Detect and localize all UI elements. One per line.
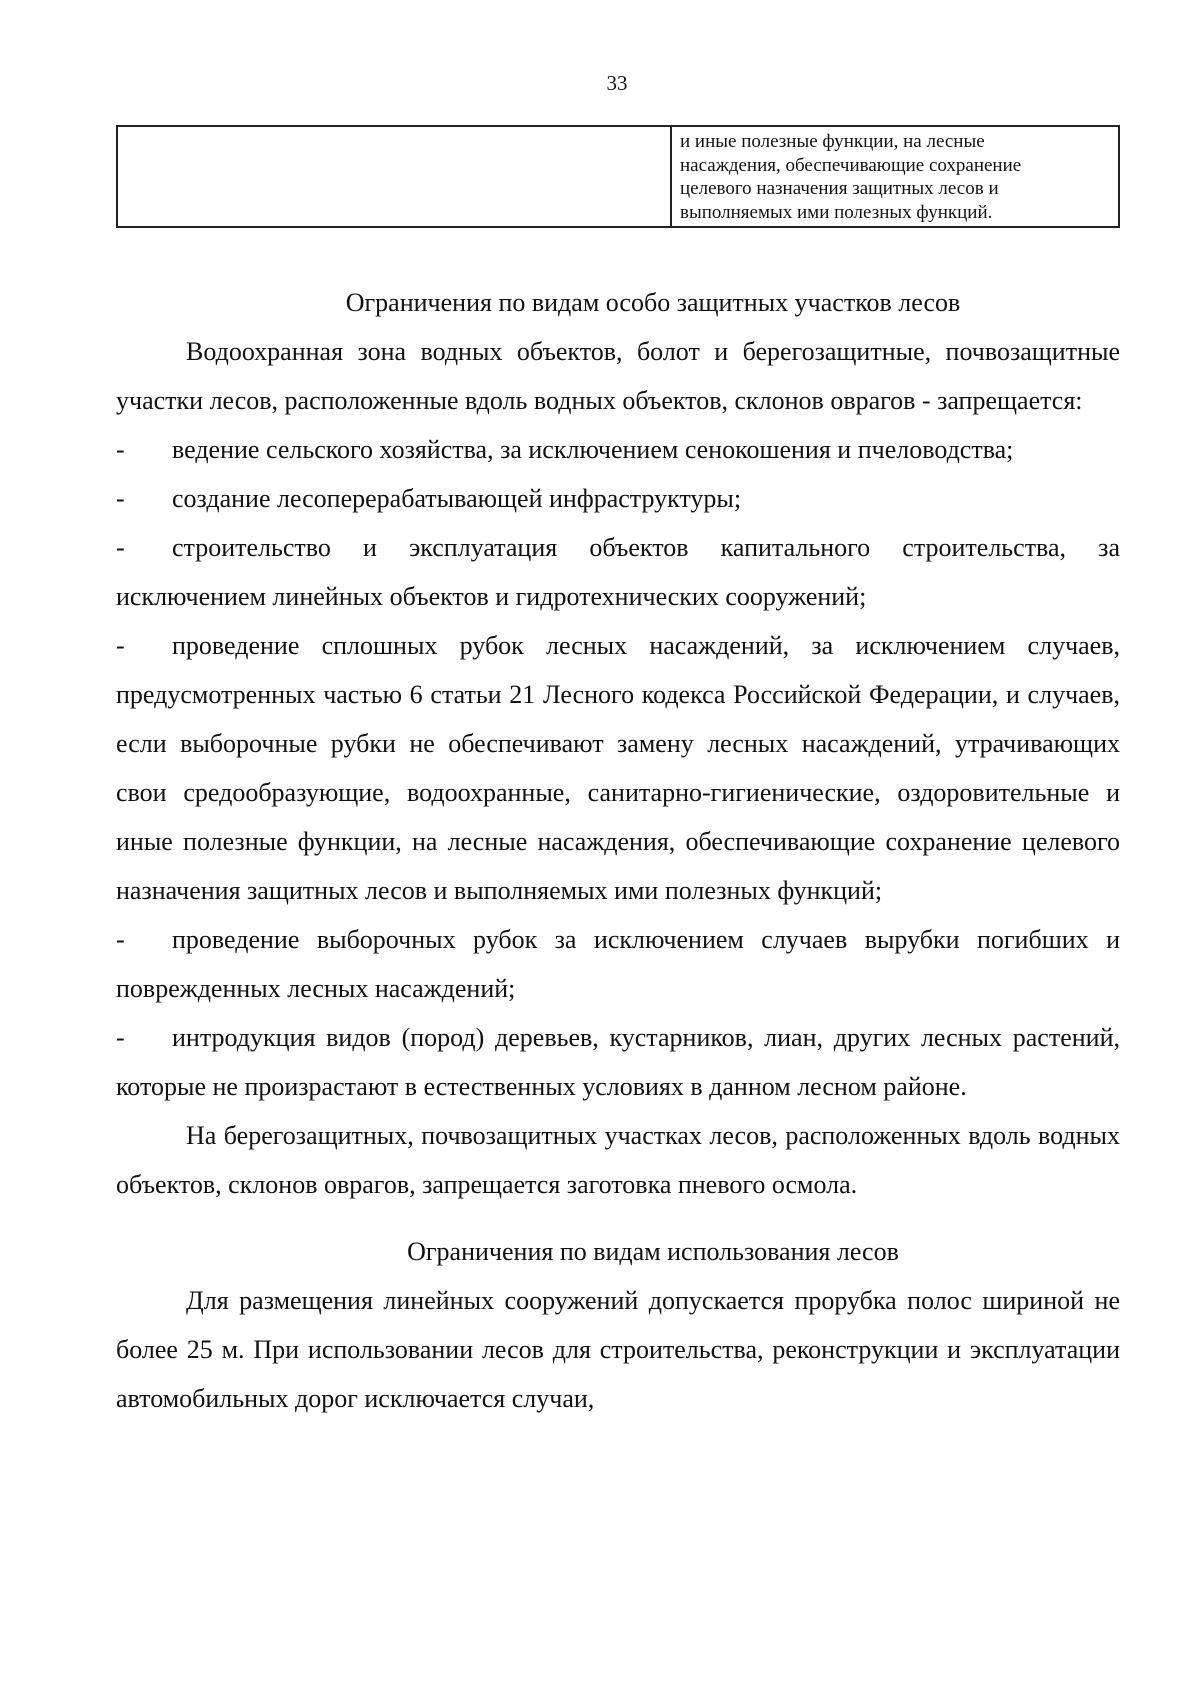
intro-paragraph: Водоохранная зона водных объектов, болот и берегозащитные, почвозащитные участки лесов, расположенные вдоль водных объектов, склонов оврагов - запрещается: bbox=[116, 337, 1120, 415]
table-cell-line: целевого назначения защитных лесов и bbox=[680, 178, 999, 199]
document-body bbox=[116, 278, 1120, 1423]
table-cell-line: и иные полезные функции, на лесные bbox=[680, 131, 985, 152]
list-item bbox=[116, 915, 1120, 1013]
list-item-text: интродукция видов (пород) деревьев, кустарников, лиан, других лесных растений, которые не произрастают в естественных условиях в данном лесном районе. bbox=[116, 1023, 1120, 1101]
list-dash: - bbox=[116, 631, 125, 660]
page-number: 33 bbox=[606, 71, 628, 95]
list-item bbox=[116, 621, 1120, 915]
section-heading: Ограничения по видам использования лесов bbox=[407, 1237, 899, 1266]
list-dash: - bbox=[116, 435, 125, 464]
section-heading: Ограничения по видам особо защитных участков лесов bbox=[345, 288, 961, 317]
list-dash: - bbox=[116, 533, 125, 562]
body-paragraph: Для размещения линейных сооружений допускается прорубка полос шириной не более 25 м. При использовании лесов для строительства, реконструкции и эксплуатации автомобильных дорог исключается случаи, bbox=[116, 1286, 1120, 1413]
table-cell-empty bbox=[118, 127, 672, 226]
list-item-text: проведение выборочных рубок за исключением случаев вырубки погибших и поврежденных лесных насаждений; bbox=[116, 925, 1120, 1003]
list-item-text: проведение сплошных рубок лесных насаждений, за исключением случаев, предусмотренных частью 6 статьи 21 Лесного кодекса Российской Федерации, и случаев, если выборочные рубки не обеспечивают замену лесных насаждений, утрачивающих свои средообразующие, водоохранные, санитарно-гигиенические, оздоровительные и иные полезные функции, на лесные насаждения, обеспечивающие сохранение целевого назначения защитных лесов и выполняемых ими полезных функций; bbox=[116, 631, 1120, 905]
closing-paragraph: На берегозащитных, почвозащитных участках лесов, расположенных вдоль водных объектов, склонов оврагов, запрещается заготовка пневого осмола. bbox=[116, 1121, 1120, 1199]
list-dash: - bbox=[116, 1023, 125, 1052]
list-item bbox=[116, 474, 1120, 523]
continuation-table bbox=[116, 125, 1120, 228]
list-item-text: создание лесоперерабатывающей инфраструктуры; bbox=[172, 484, 742, 513]
list-item bbox=[116, 1013, 1120, 1111]
table-cell-line: насаждения, обеспечивающие сохранение bbox=[680, 154, 1022, 176]
table-cell-line: выполняемых ими полезных функций. bbox=[680, 201, 993, 223]
list-dash: - bbox=[116, 484, 125, 513]
list-item bbox=[116, 425, 1120, 474]
table-cell-text bbox=[672, 127, 1118, 226]
list-item bbox=[116, 523, 1120, 621]
list-item-text: строительство и эксплуатация объектов капитального строительства, за исключением линейных объектов и гидротехнических сооружений; bbox=[116, 533, 1120, 611]
list-dash: - bbox=[116, 925, 125, 954]
list-item-text: ведение сельского хозяйства, за исключением сенокошения и пчеловодства; bbox=[172, 435, 1014, 464]
